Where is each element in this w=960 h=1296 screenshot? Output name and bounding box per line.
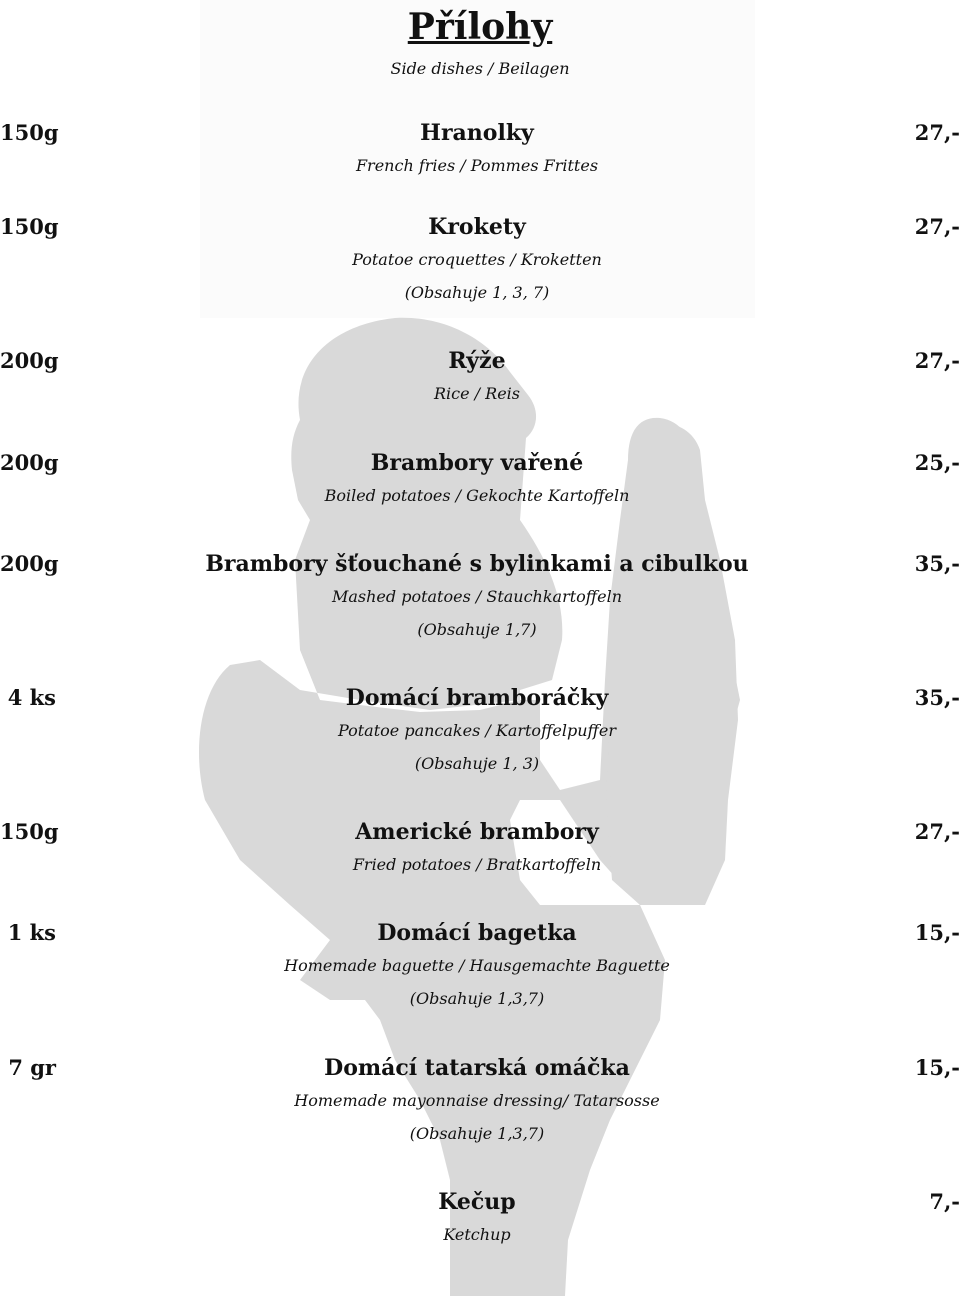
item-price: 15,- (914, 920, 960, 945)
page-subtitle: Side dishes / Beilagen (390, 59, 570, 78)
item-name: Brambory šťouchané s bylinkami a cibulkou (205, 551, 749, 577)
item-quantity: 200g (0, 551, 59, 576)
item-quantity: 1 ks (7, 920, 56, 945)
item-description: Fried potatoes / Bratkartoffeln (352, 855, 602, 874)
item-name: Rýže (448, 348, 506, 374)
item-description: Homemade baguette / Hausgemachte Baguette (284, 956, 670, 975)
item-quantity: 150g (0, 819, 59, 844)
item-name: Americké brambory (355, 819, 599, 845)
item-name: Domácí tatarská omáčka (324, 1055, 630, 1081)
item-quantity: 200g (0, 450, 59, 475)
item-quantity: 200g (0, 348, 59, 373)
item-description: Potatoe pancakes / Kartoffelpuffer (338, 721, 616, 740)
item-name: Hranolky (420, 120, 534, 146)
item-allergens: (Obsahuje 1, 3) (414, 754, 540, 773)
item-description: Boiled potatoes / Gekochte Kartoffeln (324, 486, 630, 505)
item-quantity: 7 gr (8, 1055, 56, 1080)
item-name: Kečup (438, 1189, 516, 1215)
item-price: 27,- (914, 348, 960, 373)
item-description: Rice / Reis (434, 384, 520, 403)
item-description: Potatoe croquettes / Kroketten (352, 250, 602, 269)
item-price: 35,- (914, 685, 960, 710)
item-description: Homemade mayonnaise dressing/ Tatarsosse (294, 1091, 660, 1110)
item-quantity: 150g (0, 214, 59, 239)
item-price: 27,- (914, 819, 960, 844)
item-name: Domácí bagetka (377, 920, 577, 946)
item-quantity: 4 ks (7, 685, 56, 710)
item-allergens: (Obsahuje 1, 3, 7) (404, 283, 550, 302)
item-allergens: (Obsahuje 1,3,7) (409, 1124, 545, 1143)
page-title: Přílohy (407, 6, 553, 48)
item-description: Ketchup (443, 1225, 511, 1244)
item-description: Mashed potatoes / Stauchkartoffeln (331, 587, 623, 606)
item-price: 7,- (929, 1189, 960, 1214)
item-price: 15,- (914, 1055, 960, 1080)
item-price: 35,- (914, 551, 960, 576)
item-name: Krokety (428, 214, 526, 240)
item-description: French fries / Pommes Frittes (355, 156, 599, 175)
item-quantity: 150g (0, 120, 59, 145)
item-allergens: (Obsahuje 1,7) (417, 620, 537, 639)
item-price: 27,- (914, 214, 960, 239)
item-price: 25,- (914, 450, 960, 475)
item-allergens: (Obsahuje 1,3,7) (409, 989, 545, 1008)
item-price: 27,- (914, 120, 960, 145)
item-name: Brambory vařené (370, 450, 584, 476)
item-name: Domácí bramboráčky (345, 685, 609, 711)
